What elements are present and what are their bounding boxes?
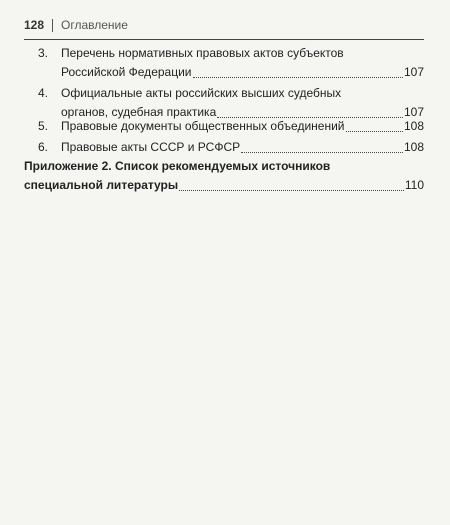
header-rule	[24, 39, 424, 40]
appendix-page: 110	[404, 178, 424, 192]
toc-entry-number: 3.	[38, 46, 49, 60]
dot-leader	[179, 190, 404, 191]
dot-leader	[346, 131, 403, 132]
dot-leader	[241, 152, 403, 153]
toc-entry-text-line1: Перечень нормативных правовых актов субъектов	[61, 46, 344, 60]
toc-entry-text-line2: органов, судебная практика	[61, 105, 217, 119]
dot-leader	[193, 77, 403, 78]
toc-entry-6	[38, 138, 424, 157]
toc-entry-5	[38, 117, 424, 136]
toc-entry-text-line2: Российской Федерации	[61, 65, 192, 79]
toc-entry-number: 5.	[38, 119, 49, 133]
appendix-text-line2: специальной литературы	[24, 178, 179, 192]
toc-entry-3	[38, 44, 424, 82]
page-number: 128	[24, 18, 45, 32]
toc-entry-text-line1: Правовые акты СССР и РСФСР	[61, 140, 241, 154]
toc-entry-text-line1: Правовые документы общественных объединений	[61, 119, 345, 133]
toc-entry-text-line1: Официальные акты российских высших судебных	[61, 86, 342, 100]
toc-entry-page: 108	[403, 119, 424, 133]
toc-entry-page: 107	[403, 65, 424, 79]
toc-entry-number: 4.	[38, 86, 49, 100]
toc-entry-number: 6.	[38, 140, 49, 154]
toc-appendix-2	[24, 157, 424, 195]
appendix-text-line1: Приложение 2. Список рекомендуемых источников	[24, 159, 331, 173]
header-divider	[52, 19, 53, 32]
toc-entry-page: 107	[403, 105, 424, 119]
running-header	[24, 18, 424, 32]
section-title: Оглавление	[61, 18, 128, 32]
toc-entry-page: 108	[403, 140, 424, 154]
